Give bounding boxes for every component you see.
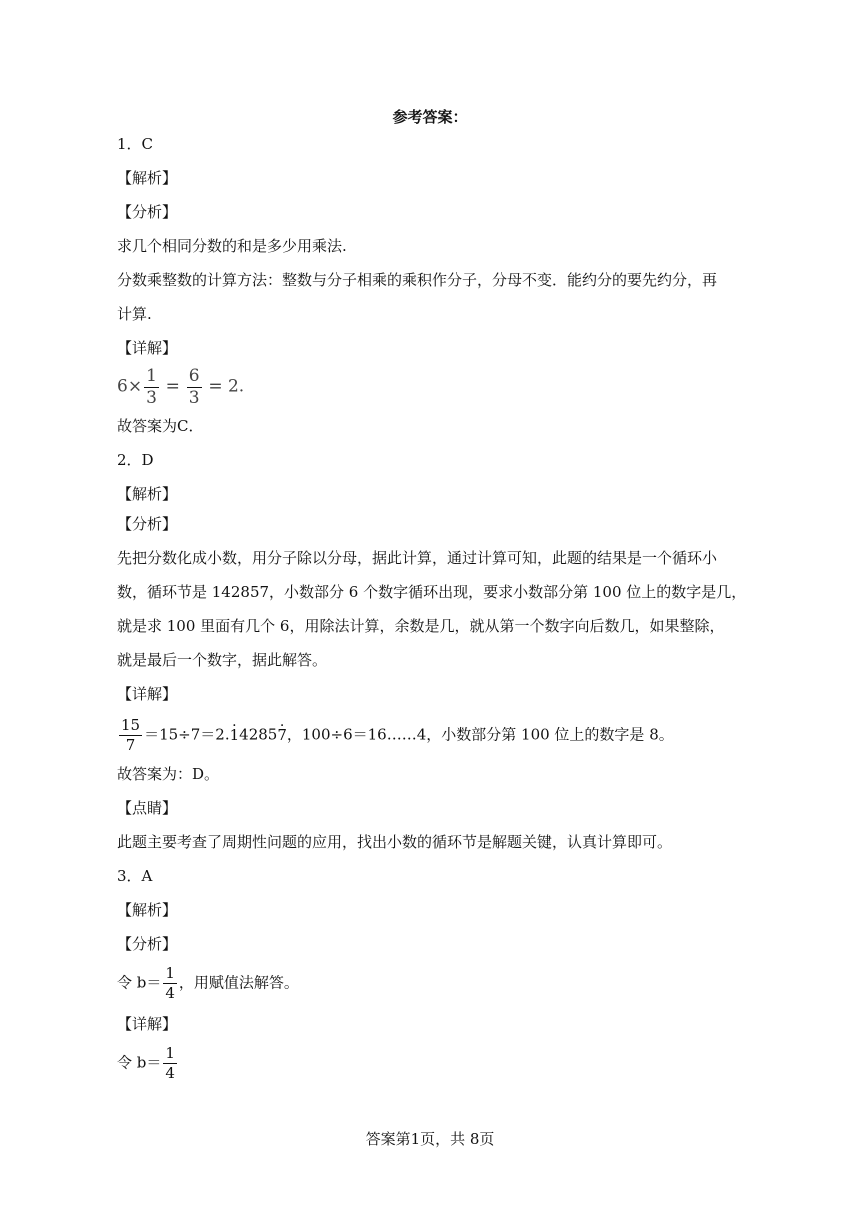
q3-xj-pre: 令 b＝ xyxy=(117,1053,162,1072)
q3-xj-den: 4 xyxy=(165,1064,175,1082)
q1-fenxi-line2: 分数乘整数的计算方法：整数与分子相乘的乘积作分子，分母不变．能约分的要先约分，再 xyxy=(117,271,718,289)
q2-fenxi-line4: 就是最后一个数字，据此解答。 xyxy=(117,651,328,669)
q2-fenxi-line1: 先把分数化成小数，用分子除以分母，据此计算，通过计算可知，此题的结果是一个循环小 xyxy=(117,549,718,567)
q2-conclusion: 故答案为：D。 xyxy=(117,765,220,783)
q2-eq-den: 7 xyxy=(125,736,136,754)
q3-fenxi-pre: 令 b＝ xyxy=(117,973,162,992)
q1-conclusion: 故答案为C． xyxy=(117,417,204,435)
q1-fenxi-heading: 【分析】 xyxy=(117,203,178,221)
q3-xiangjie-text xyxy=(117,1046,179,1081)
q1-eq-fraction-1 xyxy=(144,368,159,407)
q3-fenxi-text xyxy=(117,966,299,1001)
q3-xj-fraction xyxy=(163,1046,177,1081)
q1-eq-num2: 6 xyxy=(188,366,200,386)
page-title: 参考答案： xyxy=(392,108,468,126)
page-footer: 答案第1页，共 8页 xyxy=(365,1130,495,1148)
q1-eq-den1: 3 xyxy=(146,388,157,408)
q2-fenxi-line2: 数，循环节是 142857，小数部分 6 个数字循环出现，要求小数部分第 100 位上的数字是几， xyxy=(117,583,747,601)
q1-equation xyxy=(117,368,244,407)
q1-answer: 1．C xyxy=(117,135,154,153)
q2-eq-repeat-last: · 7 xyxy=(277,726,287,744)
q2-eq-fraction xyxy=(119,718,142,753)
q3-xiangjie-heading: 【详解】 xyxy=(117,1015,178,1033)
q1-eq-den2: 3 xyxy=(188,388,200,408)
q2-fenxi-line3: 就是求 100 里面有几个 6，用除法计算，余数是几，就从第一个数字向后数几，如果整除， xyxy=(117,617,725,635)
q3-fenxi-heading: 【分析】 xyxy=(117,935,178,953)
q2-eq-part2: ，100÷6＝16……4，小数部分第 100 位上的数字是 8。 xyxy=(286,725,674,744)
q2-answer: 2．D xyxy=(117,451,154,469)
q2-equation xyxy=(117,718,674,753)
q3-answer: 3．A xyxy=(117,867,153,885)
q2-eq-repeat-first: · 1 xyxy=(230,726,240,744)
q2-eq-part1: ＝15÷7＝2. xyxy=(144,725,230,744)
q2-dianjing-heading: 【点睛】 xyxy=(117,799,178,817)
q3-fenxi-den: 4 xyxy=(165,984,175,1002)
q1-eq-num1: 1 xyxy=(146,366,157,386)
q1-eq-equals: = xyxy=(165,376,180,397)
q3-fenxi-post: ，用赋值法解答。 xyxy=(178,973,299,992)
q1-eq-six-times: 6× xyxy=(117,376,143,397)
q3-jiexi-heading: 【解析】 xyxy=(117,901,178,919)
q2-eq-num: 15 xyxy=(121,716,141,734)
q1-xiangjie-heading: 【详解】 xyxy=(117,339,178,357)
q2-dianjing-text: 此题主要考查了周期性问题的应用，找出小数的循环节是解题关键，认真计算即可。 xyxy=(117,833,673,851)
q3-fenxi-num: 1 xyxy=(165,964,175,982)
q3-fenxi-fraction xyxy=(163,966,177,1001)
q1-fenxi-line1: 求几个相同分数的和是多少用乘法. xyxy=(117,237,347,255)
q2-fenxi-heading: 【分析】 xyxy=(117,515,178,533)
q1-fenxi-line3: 计算. xyxy=(117,305,152,323)
q2-xiangjie-heading: 【详解】 xyxy=(117,685,178,703)
q3-xj-num: 1 xyxy=(165,1044,175,1062)
q1-eq-fraction-2 xyxy=(187,368,202,407)
q1-jiexi-heading: 【解析】 xyxy=(117,169,178,187)
q1-eq-result: = 2. xyxy=(208,376,245,397)
q2-eq-repeat-mid: 4285 xyxy=(239,725,278,744)
q2-jiexi-heading: 【解析】 xyxy=(117,485,178,503)
